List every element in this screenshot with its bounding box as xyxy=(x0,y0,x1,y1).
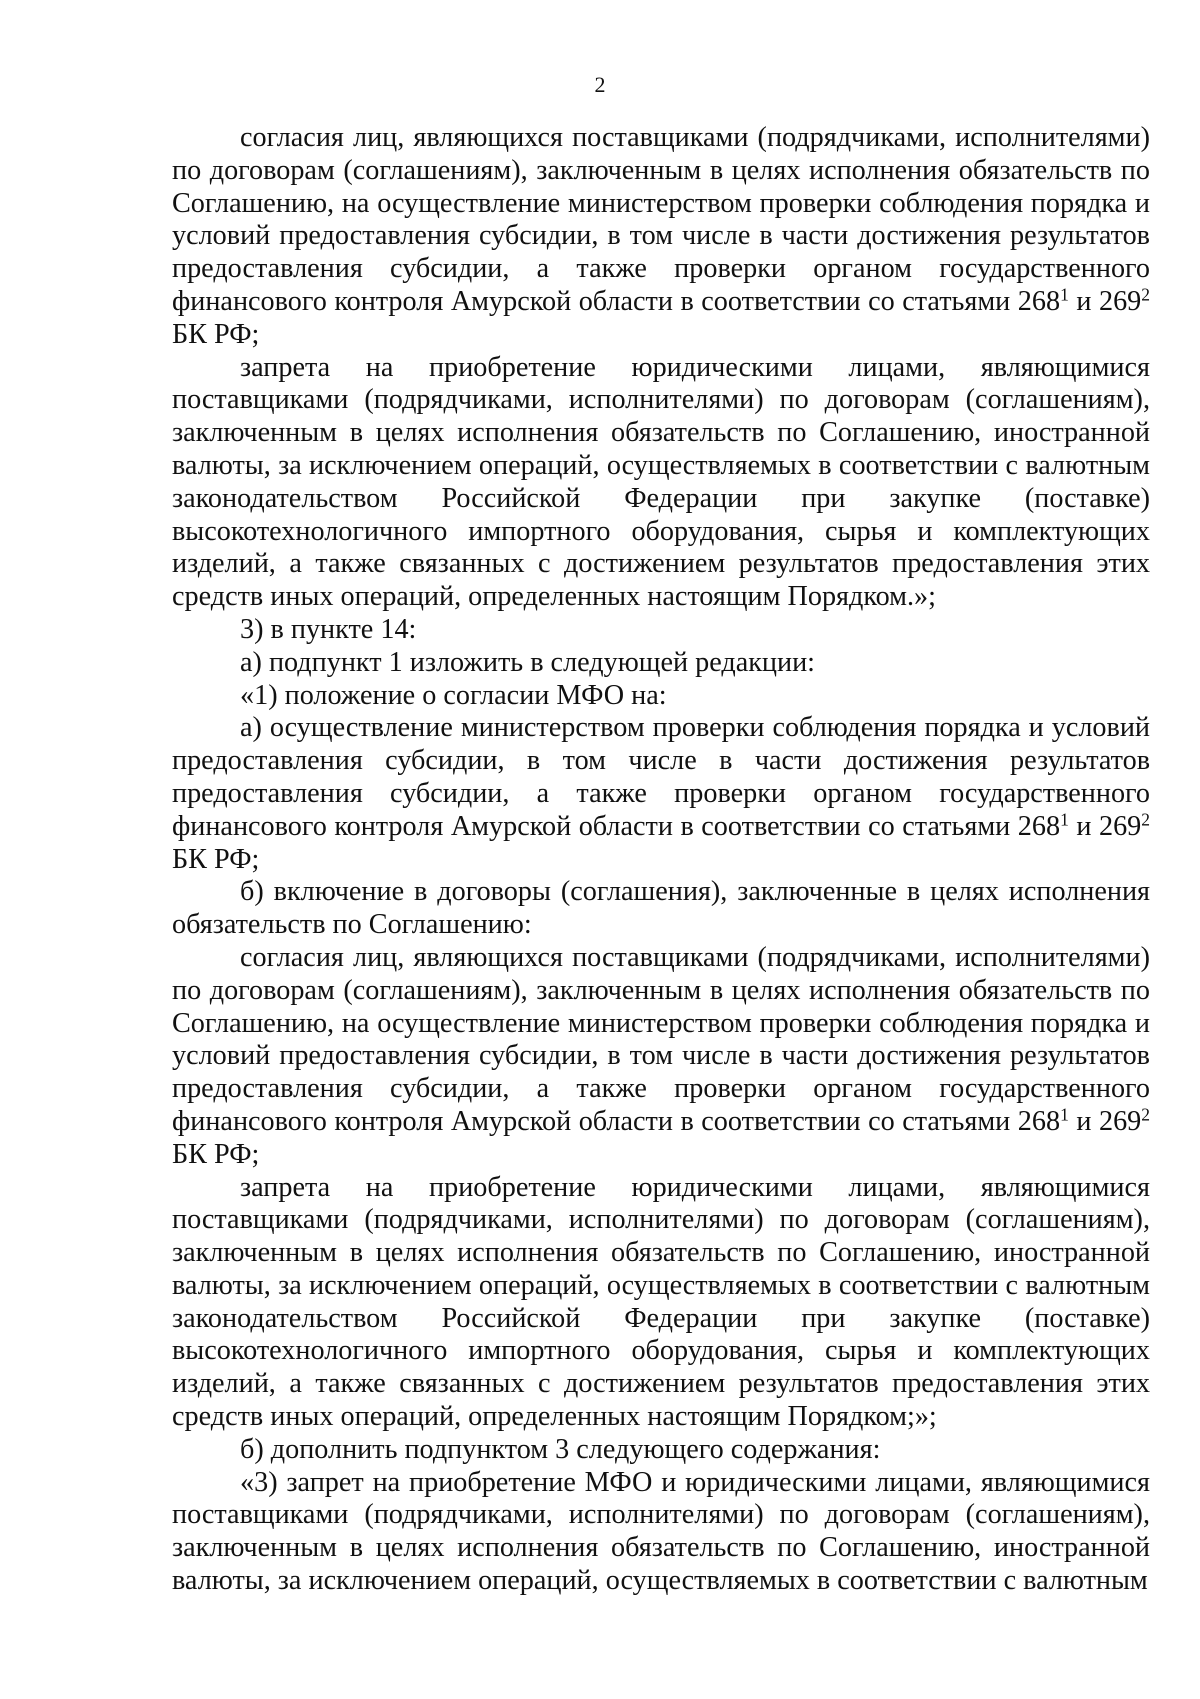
paragraph-currency-prohibition: запрета на приобретение юридическими лицами, являющимися поставщиками (подрядчиками, исполнителями) по договорам (соглашениям), заключенным в целях исполнения обязательств по Соглашению, иностранной валюты, за исключением операций, осуществляемых в соответствии с валютным законодательством Российской Федерации при закупке (поставке) высокотехнологичного импортного оборудования, сырья и комплектующих изделий, а также связанных с достижением результатов предоставления этих средств иных операций, определенных настоящим Порядком.»; xyxy=(172,351,1150,613)
paragraph-consent-suppliers-2 xyxy=(172,942,1150,1172)
paragraph-subitem-a: а) подпункт 1 изложить в следующей редакции: xyxy=(240,646,815,678)
superscript-article-number: 2 xyxy=(1141,1104,1150,1125)
paragraph-consent-suppliers xyxy=(172,122,1150,352)
paragraph-ministry-check xyxy=(172,712,1150,876)
superscript-article-number: 2 xyxy=(1141,284,1150,305)
paragraph-currency-prohibition-2: запрета на приобретение юридическими лицами, являющимися поставщиками (подрядчиками, исполнителями) по договорам (соглашениям), заключенным в целях исполнения обязательств по Соглашению, иностранной валюты, за исключением операций, осуществляемых в соответствии с валютным законодательством Российской Федерации при закупке (поставке) высокотехнологичного импортного оборудования, сырья и комплектующих изделий, а также связанных с достижением результатов предоставления этих средств иных операций, определенных настоящим Порядком;»; xyxy=(172,1171,1150,1433)
paragraph-contracts-inclusion: б) включение в договоры (соглашения), заключенные в целях исполнения обязательств по Соглашению: xyxy=(172,876,1150,941)
superscript-article-number: 1 xyxy=(1060,1104,1069,1125)
paragraph-mfo-prohibition: «3) запрет на приобретение МФО и юридическими лицами, являющимися поставщиками (подрядчиками, исполнителями) по договорам (соглашениям), заключенным в целях исполнения обязательств по Соглашению, иностранной валюты, за исключением операций, осуществляемых в соответствии с валютным xyxy=(172,1466,1150,1597)
page-number: 2 xyxy=(594,72,606,97)
paragraph-text: согласия лиц, являющихся поставщиками (подрядчиками, исполнителями) по договорам (соглашениям), заключенным в целях исполнения обязательств по Соглашению, на осуществление министерством проверки соблюдения порядка и условий предоставления субсидии, в том числе в части достижения результатов предоставления субсидии, а также проверки органом государственного финансового контроля Амурской области в соответствии со статьями 268 xyxy=(172,122,1150,317)
paragraph-text: и 269 xyxy=(1068,285,1142,317)
paragraph-text: и 269 xyxy=(1068,1105,1142,1137)
paragraph-item-3: 3) в пункте 14: xyxy=(240,613,417,645)
paragraph-mfo-consent: «1) положение о согласии МФО на: xyxy=(240,679,667,711)
paragraph-subitem-b: б) дополнить подпунктом 3 следующего содержания: xyxy=(240,1433,881,1465)
paragraph-text: БК РФ; xyxy=(172,1138,260,1170)
paragraph-text: БК РФ; xyxy=(172,318,260,350)
superscript-article-number: 1 xyxy=(1060,809,1069,830)
superscript-article-number: 2 xyxy=(1141,809,1150,830)
paragraph-text: а) осуществление министерством проверки соблюдения порядка и условий предоставления субсидии, в том числе в части достижения результатов предоставления субсидии, а также проверки органом государственного финансового контроля Амурской области в соответствии со статьями 268 xyxy=(172,712,1150,842)
document-body xyxy=(172,122,1150,1598)
paragraph-text: согласия лиц, являющихся поставщиками (подрядчиками, исполнителями) по договорам (соглашениям), заключенным в целях исполнения обязательств по Соглашению, на осуществление министерством проверки соблюдения порядка и условий предоставления субсидии, в том числе в части достижения результатов предоставления субсидии, а также проверки органом государственного финансового контроля Амурской области в соответствии со статьями 268 xyxy=(172,941,1150,1137)
superscript-article-number: 1 xyxy=(1060,284,1069,305)
paragraph-text: БК РФ; xyxy=(172,843,260,875)
paragraph-text: и 269 xyxy=(1068,810,1142,842)
